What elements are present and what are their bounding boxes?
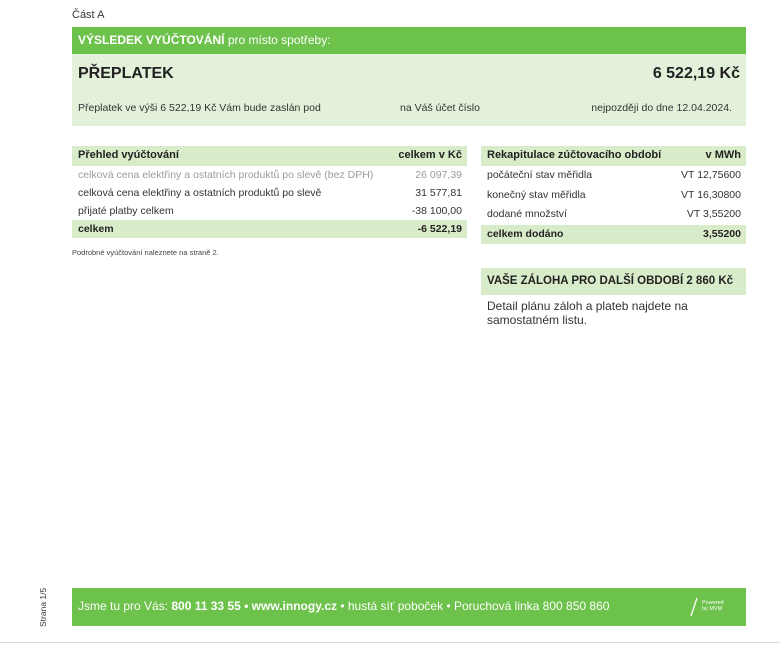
footer-website[interactable]: www.innogy.cz — [251, 599, 337, 613]
result-panel — [72, 54, 746, 126]
table-row — [72, 184, 467, 202]
table-row — [481, 186, 746, 206]
overview-unit: celkem v Kč — [398, 149, 462, 161]
row-value: 26 097,39 — [415, 169, 462, 181]
row-label: dodané množství — [487, 208, 567, 220]
row-value: VT 12,75600 — [681, 169, 741, 181]
footer-bar — [72, 588, 746, 626]
result-header-text — [78, 33, 331, 47]
slash-icon — [690, 597, 698, 617]
page-number: Strana 1/5 — [38, 587, 48, 627]
overpayment-account: na Váš účet číslo — [400, 102, 480, 114]
table-total-row — [481, 225, 746, 245]
footer-prefix: Jsme tu pro Vás: — [78, 599, 172, 613]
row-label: celkem — [78, 223, 114, 235]
part-label: Část A — [72, 9, 105, 21]
table-row — [72, 202, 467, 220]
table-total-row — [72, 220, 467, 238]
footer-text — [78, 599, 609, 613]
row-value: 3,55200 — [703, 227, 741, 240]
table-row — [481, 166, 746, 186]
recap-table — [481, 146, 746, 244]
row-label: počáteční stav měřidla — [487, 169, 593, 181]
recap-unit: v MWh — [705, 149, 741, 161]
powered-line: Powered — [702, 600, 724, 606]
overview-title: Přehled vyúčtování — [78, 149, 179, 161]
overview-table — [72, 146, 467, 238]
row-value: VT 16,30800 — [681, 188, 741, 201]
deposit-detail: Detail plánu záloh a plateb najdete na samostatném listu. — [487, 299, 688, 327]
row-label: konečný stav měřidla — [487, 188, 586, 201]
row-value: 31 577,81 — [415, 187, 462, 199]
footer-separator: • — [240, 599, 252, 613]
footer-rest: • hustá síť poboček • Poruchová linka 800 850 860 — [337, 599, 610, 613]
table-row — [72, 166, 467, 184]
recap-title: Rekapitulace zúčtovacího období — [487, 149, 662, 161]
recap-header — [481, 146, 746, 166]
overview-header — [72, 146, 467, 166]
overpayment-note: Přeplatek ve výši 6 522,19 Kč Vám bude zaslán pod — [78, 102, 321, 114]
result-header-rest: pro místo spotřeby: — [224, 33, 331, 47]
deposit-title: VAŠE ZÁLOHA PRO DALŠÍ OBDOBÍ 2 860 Kč — [487, 275, 734, 287]
row-value: -38 100,00 — [411, 205, 462, 217]
overpayment-title: PŘEPLATEK — [78, 65, 174, 82]
row-label: celková cena elektřiny a ostatních produktů po slevě — [78, 187, 322, 199]
result-header-bold: VÝSLEDEK VYÚČTOVÁNÍ — [78, 33, 225, 47]
powered-by-text — [702, 600, 732, 612]
row-label: přijaté platby celkem — [78, 205, 174, 217]
page-bottom-divider — [0, 642, 780, 643]
row-value: VT 3,55200 — [686, 208, 741, 220]
powered-by-logo — [690, 597, 734, 617]
footer-phone: 800 11 33 55 — [171, 599, 241, 613]
powered-line: by MVM — [702, 606, 723, 612]
overview-note: Podrobné vyúčtování naleznete na straně 2. — [72, 248, 219, 257]
overpayment-deadline: nejpozději do dne 12.04.2024. — [591, 102, 732, 114]
overpayment-amount: 6 522,19 Kč — [652, 65, 740, 82]
row-value: -6 522,19 — [417, 223, 462, 235]
row-label: celková cena elektřiny a ostatních produktů po slevě (bez DPH) — [78, 169, 374, 181]
row-label: celkem dodáno — [487, 227, 564, 240]
deposit-bar — [481, 268, 746, 295]
result-header-bar — [72, 27, 746, 54]
table-row — [481, 205, 746, 225]
